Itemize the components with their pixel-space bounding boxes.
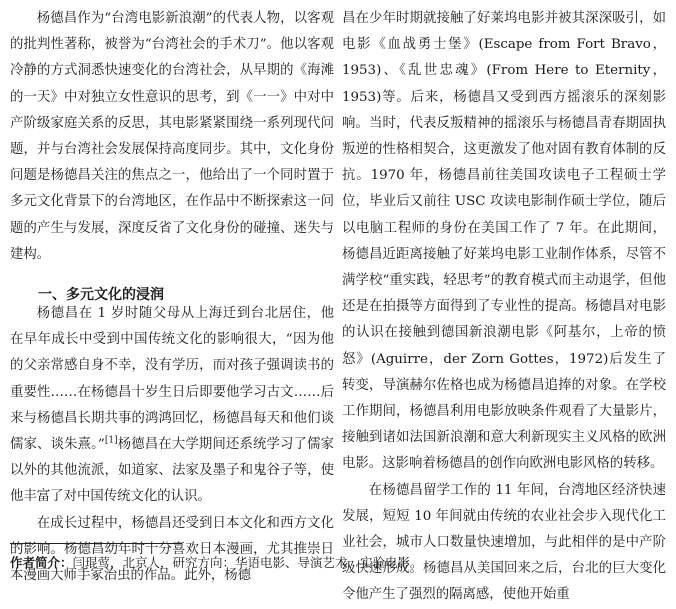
- section-heading: 一、多元文化的浸润: [38, 287, 164, 304]
- paragraph-taiwan-change: 在杨德昌留学工作的 11 年间，台湾地区经济快速发展，短短 10 年间就由传统的农业社会步入现代化工业社会，城市人口数量快速增加，与此相伴的是中产阶级快速形成。杨德昌从美国回来之后，台北的巨大变化令他产生了强烈的隔离感，使他开始重: [342, 482, 666, 603]
- citation-ref-1[interactable]: [1]: [104, 435, 118, 446]
- left-column: [10, 6, 334, 589]
- right-column: [342, 6, 666, 609]
- paragraph-early-life-text: 杨德昌在 1 岁时随父母从上海迁到台北居住，他在早年成长中受到中国传统文化的影响很大，“因为他的父亲常感自身不幸，没有学历，而对孩子强调读书的重要性……在杨德昌十岁生日后即要他学习古文……后来与杨德昌长期共事的鸿鸿回忆，杨德昌每天和他们谈儒家、谈朱熹。”: [10, 306, 334, 453]
- paragraph-early-life: [10, 301, 334, 511]
- footnote-label: 作者简介：: [10, 555, 73, 570]
- paragraph-foreign-influence-cont: 昌在少年时期就接触了好莱坞电影并被其深深吸引，如电影《血战勇士堡》(Escape from Fort Bravo，1953)、《乱世忠魂》(From Here to Eternity，1953)等。后来，杨德昌又受到西方摇滚乐的深刻影响。当时，代表反叛精神的摇滚乐与杨德昌青春期固执叛逆的性格相契合，这更激发了他对固有教育体制的反抗。1970 年，杨德昌前往美国攻读电子工程硕士学位，毕业后又前往 USC 攻读电影制作硕士学位，随后以电脑工程师的身份在美国工作了 7 年。在此期间，杨德昌近距离接触了好莱坞电影工业制作体系，尽管不满学校“重实践，轻思考”的教育模式而主动退学，但他还是在拍摄等方面得到了专业性的提高。杨德昌对电影的认识在接触到德国新浪潮电影《阿基尔，上帝的愤怒》(Aguirre，der Zorn Gottes，1972)后发生了转变，导演赫尔佐格也成为杨德昌追捧的对象。在学校工作期间，杨德昌利用电影放映条件观看了大量影片，接触到诸如法国新浪潮和意大利新现实主义风格的欧洲电影。这影响着杨德昌的创作向欧洲电影风格的转移。: [342, 11, 666, 472]
- paragraph-early-life-tail: 杨德昌在大学期间还系统学习了儒家以外的其他流派，如道家、法家及墨子和鬼谷子等，使他丰富了对中国传统文化的认识。: [10, 437, 334, 505]
- intro-paragraph: 杨德昌作为“台湾电影新浪潮”的代表人物，以客观的批判性著称，被誉为“台湾社会的手术刀”。他以客观冷静的方式洞悉快速变化的台湾社会，从早期的《海滩的一天》中对独立女性意识的思考，到《一一》中对中产阶级家庭关系的反思，其电影紧紧围绕一系列现代问题，并与台湾社会发展保持高度同步。其中，文化身份问题是杨德昌关注的焦点之一，他给出了一个同时置于多元文化背景下的台湾地区，在作品中不断探索这一问题的产生与发展，深度反省了文化身份的碰撞、迷失与建构。: [10, 11, 334, 262]
- footnote-divider: [10, 543, 182, 544]
- footnote-text: 闫琨莺，北京人，研究方向：华语电影、导演艺术、实验电影。: [72, 555, 423, 570]
- paragraph-foreign-influence: 在成长过程中，杨德昌还受到日本文化和西方文化的影响。杨德昌幼年时十分喜欢日本漫画，尤其推崇日本漫画大师手冢治虫的作品。此外，杨德: [10, 515, 334, 584]
- author-footnote: [10, 553, 666, 573]
